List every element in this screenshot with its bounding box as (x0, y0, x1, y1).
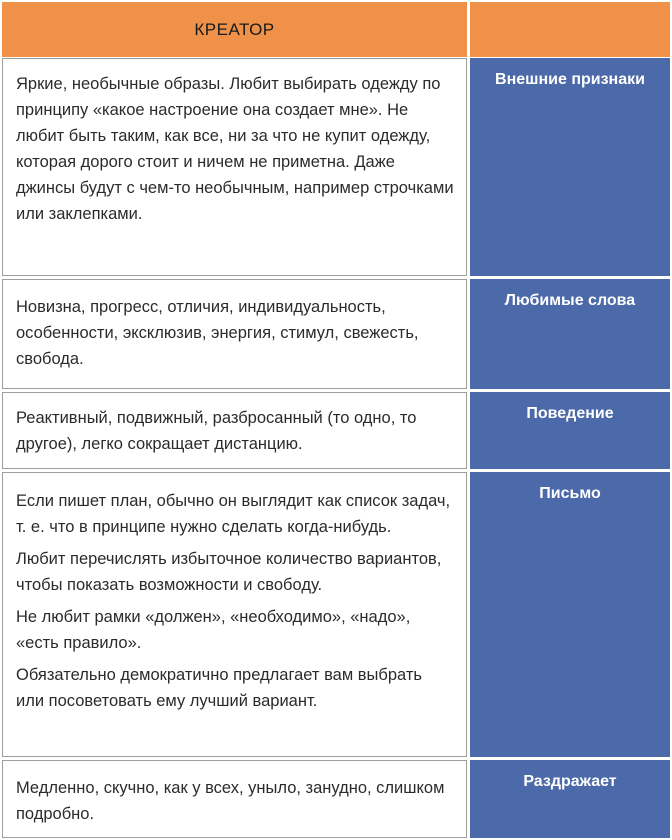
row-favorite-words-label: Любимые слова (470, 279, 670, 389)
row-appearance-text (2, 58, 467, 276)
row-behavior-label: Поведение (470, 392, 670, 469)
row-behavior-paragraph: Реактивный, подвижный, разбросанный (то одно, то другое), легко сокращает дистанцию. (16, 409, 417, 453)
row-writing-text (2, 472, 467, 757)
row-favorite-words-text (2, 279, 467, 389)
row-behavior-text (2, 392, 467, 469)
row-writing-label: Письмо (470, 472, 670, 757)
row-irritates-paragraph: Медленно, скучно, как у всех, уныло, занудно, слишком подробно. (16, 779, 445, 823)
row-appearance-label: Внешние признаки (470, 58, 670, 276)
row-writing-paragraph: Любит перечислять избыточное количество вариантов, чтобы показать возможности и свободу. (16, 550, 442, 594)
row-writing-paragraph: Если пишет план, обычно он выглядит как список задач, т. е. что в принципе нужно сделать когда-нибудь. (16, 492, 451, 536)
row-appearance-paragraph: Яркие, необычные образы. Любит выбирать одежду по принципу «какое настроение она создает мне». Не любит быть таким, как все, ни за что не купит одежду, которая дорого стоит и ничем не приметна. Даже джинсы будут с чем-то необычным, например строчками или заклепками. (16, 75, 454, 223)
row-writing-paragraph: Не любит рамки «должен», «необходимо», «надо», «есть правило». (16, 608, 411, 652)
table-header-title (2, 2, 467, 57)
header-title-text: КРЕАТОР (194, 19, 275, 39)
row-irritates-text (2, 760, 467, 838)
row-irritates-label: Раздражает (470, 760, 670, 838)
row-favorite-words-paragraph: Новизна, прогресс, отличия, индивидуальность, особенности, эксклюзив, энергия, стимул, свежесть, свобода. (16, 298, 419, 368)
table-header-empty-cell (470, 2, 670, 57)
row-writing-paragraph: Обязательно демократично предлагает вам выбрать или посоветовать ему лучший вариант. (16, 666, 422, 710)
